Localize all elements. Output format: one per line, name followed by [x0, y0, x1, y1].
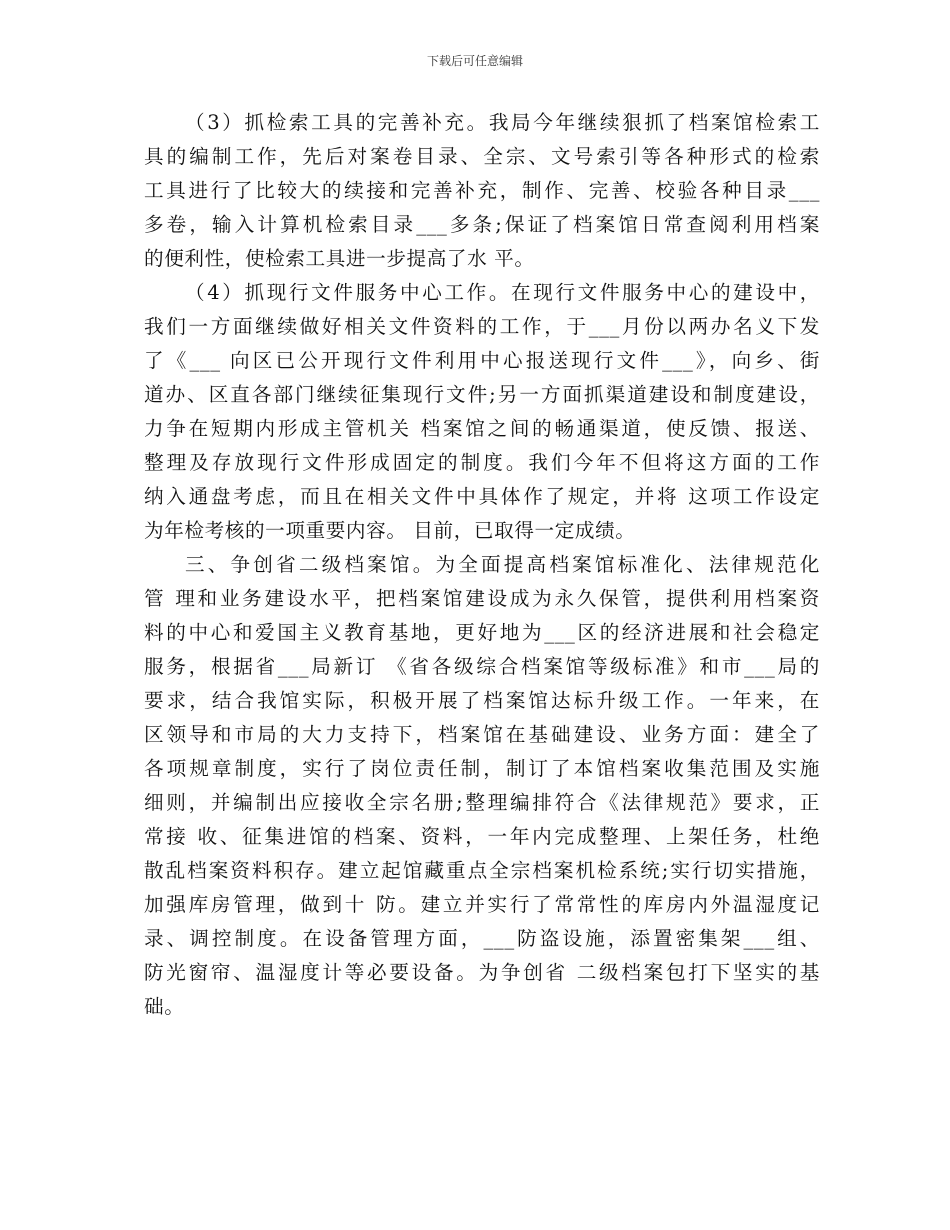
text-line: 整理及存放现行文件形成固定的制度。我们今年不但将这方面的工作 [144, 451, 820, 474]
text-line: 础。 [144, 995, 185, 1018]
text-line: 管 理和业务建设水平，把档案馆建设成为永久保管，提供利用档案资 [144, 587, 820, 610]
text-line: 常接 收、征集进馆的档案、资料，一年内完成整理、上架任务，杜绝 [144, 825, 820, 848]
text-line: 料的中心和爱国主义教育基地，更好地为___区的经济进展和社会稳定 [144, 621, 820, 644]
text-line: 散乱档案资料积存。建立起馆藏重点全宗档案机检系统;实行切实措施， [144, 859, 820, 882]
document-body [144, 106, 820, 1024]
text-line: 要求，结合我馆实际，积极开展了档案馆达标升级工作。一年来，在 [144, 689, 820, 712]
text-line: 的便利性，使检索工具进一步提高了水 平。 [144, 247, 535, 270]
text-line: 我们一方面继续做好相关文件资料的工作，于___月份以两办名义下发 [144, 315, 820, 338]
text-line: 细则，并编制出应接收全宗名册;整理编排符合《法律规范》要求，正 [144, 791, 820, 814]
text-line: 加强库房管理，做到十 防。建立并实行了常常性的库房内外温湿度记 [144, 893, 820, 916]
text-line: 纳入通盘考虑，而且在相关文件中具体作了规定，并将 这项工作设定 [144, 485, 820, 508]
text-line: 力争在短期内形成主管机关 档案馆之间的畅通渠道，使反馈、报送、 [144, 417, 820, 440]
text-line: 服务，根据省___局新订 《省各级综合档案馆等级标准》和市___局的 [144, 655, 820, 678]
text-line: 为年检考核的一项重要内容。 目前，已取得一定成绩。 [144, 519, 636, 542]
text-line: 了《___ 向区已公开现行文件利用中心报送现行文件___》，向乡、街 [144, 349, 820, 372]
page-header: 下载后可任意编辑 [426, 54, 523, 68]
paragraph-first-line: （4）抓现行文件服务中心工作。在现行文件服务中心的建设中， [185, 281, 820, 304]
text-line: 区领导和市局的大力支持下，档案馆在基础建设、业务方面：建全了 [144, 723, 820, 746]
text-line: 防光窗帘、温湿度计等必要设备。为争创省 二级档案包打下坚实的基 [144, 961, 820, 984]
text-line: 各项规章制度，实行了岗位责任制，制订了本馆档案收集范围及实施 [144, 757, 820, 780]
text-line: 录、调控制度。在设备管理方面，___防盗设施，添置密集架___组、 [144, 927, 820, 950]
text-line: 工具进行了比较大的续接和完善补充，制作、完善、校验各种目录___ [144, 179, 820, 202]
paragraph-first-line: 三、争创省二级档案馆。为全面提高档案馆标准化、法律规范化 [185, 553, 820, 576]
text-line: 道办、区直各部门继续征集现行文件;另一方面抓渠道建设和制度建设， [144, 383, 820, 406]
paragraph-first-line: （3）抓检索工具的完善补充。我局今年继续狠抓了档案馆检索工 [185, 111, 820, 134]
text-line: 具的编制工作，先后对案卷目录、全宗、文号索引等各种形式的检索 [144, 145, 820, 168]
text-line: 多卷，输入计算机检索目录___多条;保证了档案馆日常查阅利用档案 [144, 213, 820, 236]
